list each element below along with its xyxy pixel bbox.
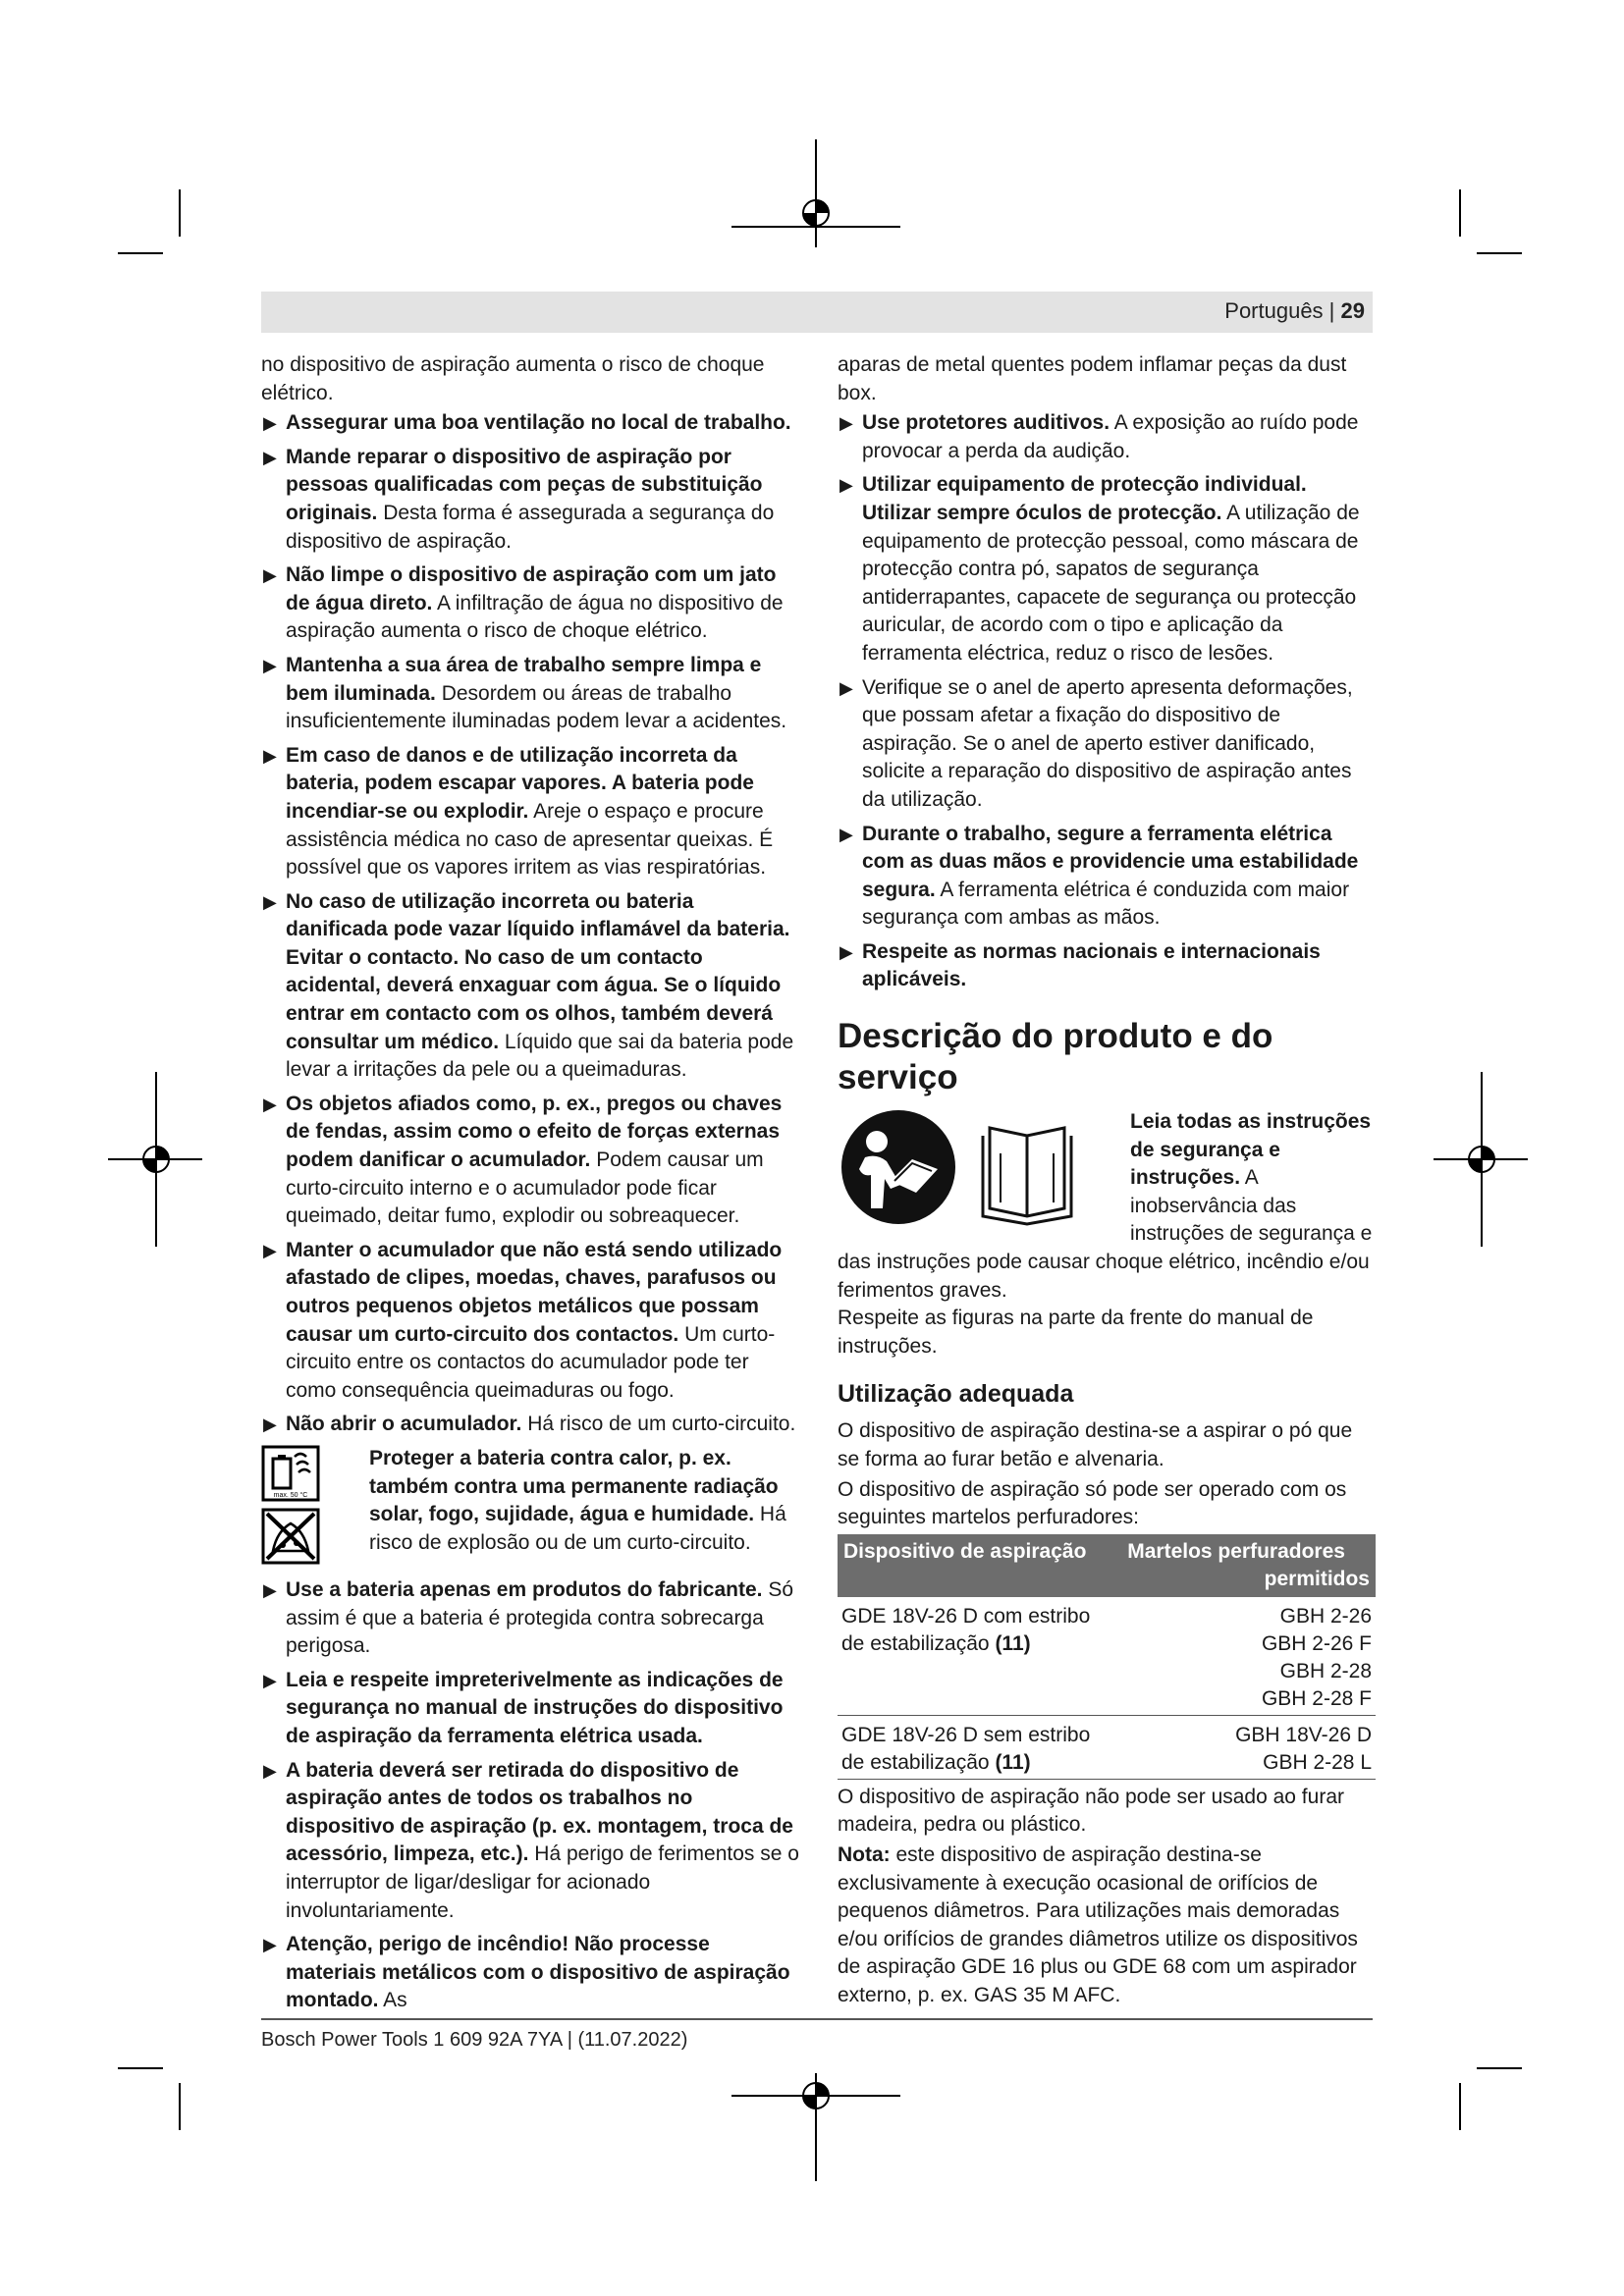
item-bold: Atenção, perigo de incêndio! Não processe materiais metálicos com o dispositivo de aspiração montado.: [286, 1933, 790, 2012]
table-header-row: [838, 1534, 1376, 1597]
table-header-left: Dispositivo de aspiração: [838, 1534, 1121, 1597]
read-instructions-bold: Leia todas as instruções de segurança e instruções.: [1130, 1110, 1372, 1190]
cell-line: [841, 1749, 1117, 1777]
warning-icons: [261, 1445, 369, 1571]
figures-note: Respeite as figuras na parte da frente do manual de instruções.: [838, 1307, 1314, 1358]
cell-line: [841, 1630, 1117, 1658]
safety-item: [261, 1237, 799, 1406]
crop-mark: [1459, 189, 1461, 237]
safety-item: [261, 888, 799, 1085]
read-instructions-text: A inobservância das instruções de segurança e das instruções pode causar choque elétrico, incêndio e/ou ferimentos graves.: [838, 1166, 1373, 1302]
bullet-icon: ▶: [839, 475, 853, 496]
crop-mark: [1477, 252, 1522, 254]
right-column: [838, 351, 1376, 2012]
bullet-icon: ▶: [263, 413, 277, 434]
safety-item: [261, 561, 799, 646]
header-language: Português: [1224, 298, 1324, 323]
usage-paragraph: O dispositivo de aspiração destina-se a aspirar o pó que se forma ao furar betão e alvenaria.: [838, 1419, 1353, 1470]
table-header-right: [1121, 1534, 1376, 1597]
bullet-icon: ▶: [263, 1760, 277, 1781]
cell-line: GDE 18V-26 D sem estribo: [841, 1723, 1091, 1746]
safety-item: [261, 444, 799, 556]
safety-item: [838, 674, 1376, 815]
cell-line: GDE 18V-26 D com estribo: [841, 1604, 1091, 1628]
cell-line: GBH 18V-26 D: [1235, 1723, 1372, 1746]
bullet-icon: ▶: [263, 1935, 277, 1955]
safety-item: [838, 409, 1376, 465]
item-bold: Use a bateria apenas em produtos do fabricante.: [286, 1577, 763, 1601]
registration-mark-icon: [796, 193, 836, 233]
item-bold: Mande reparar o dispositivo de aspiração por pessoas qualificadas com peças de substituição originais.: [286, 445, 763, 524]
item-bold: Assegurar uma boa ventilação no local de trabalho.: [286, 411, 791, 435]
item-text: Há perigo de ferimentos se o interruptor de ligar/desligar for acionado involuntariamente.: [286, 1842, 799, 1922]
item-text: Líquido que sai da bateria pode levar a irritações da pele ou a queimaduras.: [286, 1030, 794, 1082]
note-paragraph: [838, 1842, 1376, 2010]
table-cell: [838, 1715, 1121, 1779]
cell-text: de estabilização: [841, 1631, 996, 1655]
registration-mark-icon: [136, 1140, 176, 1179]
item-bold: Durante o trabalho, segure a ferramenta elétrica com as duas mãos e providencie uma estabilidade segura.: [862, 822, 1359, 901]
table-row: [838, 1715, 1376, 1779]
cell-ref: (11): [995, 1750, 1031, 1774]
page-header: [261, 292, 1373, 333]
safety-item: [261, 1667, 799, 1751]
battery-heat-icon: [261, 1445, 320, 1502]
item-text: Desordem ou áreas de trabalho insuficientemente iluminadas podem levar a acidentes.: [286, 681, 787, 733]
bullet-icon: ▶: [263, 1094, 277, 1114]
item-text: Há risco de explosão ou de um curto-circuito.: [369, 1503, 786, 1554]
note-label: Nota:: [838, 1842, 891, 1866]
bullet-icon: ▶: [263, 745, 277, 766]
not-use-paragraph: O dispositivo de aspiração não pode ser usado ao furar madeira, pedra ou plástico.: [838, 1785, 1344, 1837]
footer-text: Bosch Power Tools 1 609 92A 7YA | (11.07.2022): [261, 2029, 688, 2051]
safety-item: [261, 1576, 799, 1661]
bullet-icon: ▶: [263, 447, 277, 467]
registration-mark-icon: [1462, 1140, 1501, 1179]
item-text: A infiltração de água no dispositivo de aspiração aumenta o risco de choque elétrico.: [286, 591, 784, 643]
max-temperature-label: max. 50 °C: [273, 1491, 308, 1499]
item-bold: Manter o acumulador que não está sendo utilizado afastado de clipes, moedas, chaves, parafusos ou outros pequenos objetos metálicos que possam causar um curto-circuito dos contactos.: [286, 1238, 783, 1346]
table-header-right-1: Martelos perfuradores: [1127, 1539, 1345, 1563]
table-header-right-2: permitidos: [1264, 1567, 1370, 1590]
item-bold: Mantenha a sua área de trabalho sempre limpa e bem iluminada.: [286, 653, 762, 705]
safety-item: [261, 652, 799, 736]
cell-ref: (11): [995, 1631, 1031, 1655]
read-instructions-block: [838, 1108, 1376, 1305]
crop-mark: [179, 2083, 181, 2130]
crop-mark: [118, 2067, 163, 2069]
item-text: A exposição ao ruído pode provocar a perda da audição.: [862, 411, 1359, 462]
safety-item: [838, 938, 1376, 994]
safety-item: [261, 1757, 799, 1926]
crop-mark: [1459, 2083, 1461, 2130]
item-text: Podem causar um curto-circuito interno e o acumulador pode ficar queimado, deitar fumo, explodir ou sobreaquecer.: [286, 1148, 764, 1228]
item-bold: A bateria deverá ser retirada do dispositivo de aspiração antes de todos os trabalhos no dispositivo de aspiração (p. ex. montagem, troca de acessório, limpeza, etc.).: [286, 1758, 793, 1866]
bullet-icon: ▶: [839, 824, 853, 844]
cell-line: GBH 2-28 L: [1263, 1750, 1372, 1774]
bullet-icon: ▶: [263, 1415, 277, 1435]
safety-item: [261, 1931, 799, 2015]
item-text: A ferramenta elétrica é conduzida com maior segurança com ambas as mãos.: [862, 878, 1350, 930]
bullet-icon: ▶: [263, 1579, 277, 1600]
item-text: Desta forma é assegurada a segurança do dispositivo de aspiração.: [286, 501, 775, 553]
bullet-icon: ▶: [263, 1670, 277, 1690]
subsection-title: Utilização adequada: [838, 1380, 1074, 1409]
read-manual-icon: [838, 1108, 1122, 1228]
compatibility-table: [838, 1534, 1376, 1780]
safety-item: [261, 1091, 799, 1231]
note-text: este dispositivo de aspiração destina-se exclusivamente à execução ocasional de orifícios de pequenos diâmetros. Para utilizações mais demoradas e/ou orifícios de grandes diâmetros utilize os dispositivos de aspiração GDE 16 plus ou GDE 68 com um aspirador externo, p. ex. GAS 35 M AFC.: [838, 1842, 1358, 2006]
bullet-icon: ▶: [839, 677, 853, 698]
item-bold: Leia e respeite impreterivelmente as indicações de segurança no manual de instruções do dispositivo de aspiração da ferramenta elétrica usada.: [286, 1668, 784, 1747]
safety-item: [261, 742, 799, 882]
section-title: Descrição do produto e do serviço: [838, 1017, 1273, 1097]
item-text: Há risco de um curto-circuito.: [521, 1413, 796, 1436]
bullet-icon: ▶: [263, 655, 277, 675]
cell-line: GBH 2-28: [1279, 1659, 1372, 1682]
safety-item: [261, 1411, 799, 1439]
no-water-dirt-icon: [261, 1508, 320, 1565]
heat-warning: [261, 1445, 799, 1571]
crop-mark: [118, 252, 163, 254]
cell-line: GBH 2-26 F: [1261, 1631, 1372, 1655]
table-cell: [1121, 1597, 1376, 1716]
item-text: Só assim é que a bateria é protegida contra sobrecarga perigosa.: [286, 1577, 794, 1658]
continued-paragraph: aparas de metal quentes podem inflamar peças da dust box.: [838, 353, 1347, 404]
bullet-icon: ▶: [263, 891, 277, 912]
header-separator: |: [1323, 298, 1341, 323]
continued-paragraph: no dispositivo de aspiração aumenta o risco de choque elétrico.: [261, 353, 765, 404]
safety-item: [261, 409, 799, 438]
footer-rule: [261, 2018, 1373, 2020]
item-text: Um curto-circuito entre os contactos do acumulador pode ter como consequência queimaduras ou fogo.: [286, 1322, 776, 1402]
item-bold: Não limpe o dispositivo de aspiração com um jato de água direto.: [286, 563, 777, 614]
table-row: [838, 1597, 1376, 1716]
item-bold: Utilizar equipamento de protecção individual. Utilizar sempre óculos de protecção.: [862, 473, 1307, 524]
bullet-icon: ▶: [263, 565, 277, 586]
usage-paragraph: O dispositivo de aspiração só pode ser operado com os seguintes martelos perfuradores:: [838, 1477, 1347, 1529]
table-cell: [838, 1597, 1121, 1716]
item-text: Areje o espaço e procure assistência médica no caso de apresentar queixas. É possível que os vapores irritem as vias respiratórias.: [286, 799, 774, 880]
page-number: 29: [1340, 298, 1365, 323]
registration-mark-icon: [796, 2076, 836, 2115]
item-bold: Respeite as normas nacionais e internacionais aplicáveis.: [862, 939, 1321, 991]
warning-text: [369, 1445, 799, 1571]
left-column: [261, 351, 799, 2021]
bullet-icon: ▶: [839, 941, 853, 962]
header-text: [1224, 298, 1365, 324]
item-text: A utilização de equipamento de protecção pessoal, como máscara de protecção contra pó, sapatos de segurança antiderrapantes, capacete de segurança ou protecção auricular, de acordo com o tipo e aplicação da ferramenta eléctrica, reduz o risco de lesões.: [862, 501, 1360, 665]
cell-text: de estabilização: [841, 1750, 996, 1774]
item-bold: No caso de utilização incorreta ou bateria danificada pode vazar líquido inflamável da bateria. Evitar o contacto. No caso de um contacto acidental, deverá enxaguar com água. Se o líquido entrar em contacto com os olhos, também deverá consultar um médico.: [286, 889, 790, 1053]
safety-item: [838, 821, 1376, 933]
safety-item: [838, 471, 1376, 667]
crop-mark: [1477, 2067, 1522, 2069]
item-text: As: [378, 1989, 407, 2012]
crop-mark: [179, 189, 181, 237]
item-text: Verifique se o anel de aperto apresenta deformações, que possam afetar a fixação do dispositivo de aspiração. Se o anel de aperto estiver danificado, solicite a reparação do dispositivo de aspiração antes da utilização.: [862, 675, 1353, 811]
item-bold: Use protetores auditivos.: [862, 411, 1110, 435]
table-cell: [1121, 1715, 1376, 1779]
bullet-icon: ▶: [839, 413, 853, 434]
item-bold: Os objetos afiados como, p. ex., pregos ou chaves de fendas, assim como o efeito de forças externas podem danificar o acumulador.: [286, 1092, 783, 1172]
cell-line: GBH 2-28 F: [1261, 1686, 1372, 1710]
item-bold: Não abrir o acumulador.: [286, 1413, 522, 1436]
item-bold: Proteger a bateria contra calor, p. ex. também contra uma permanente radiação solar, fogo, sujidade, água e humidade.: [369, 1446, 779, 1526]
item-bold: Em caso de danos e de utilização incorreta da bateria, podem escapar vapores. A bateria pode incendiar-se ou explodir.: [286, 743, 754, 823]
cell-line: GBH 2-26: [1279, 1604, 1372, 1628]
bullet-icon: ▶: [263, 1240, 277, 1260]
